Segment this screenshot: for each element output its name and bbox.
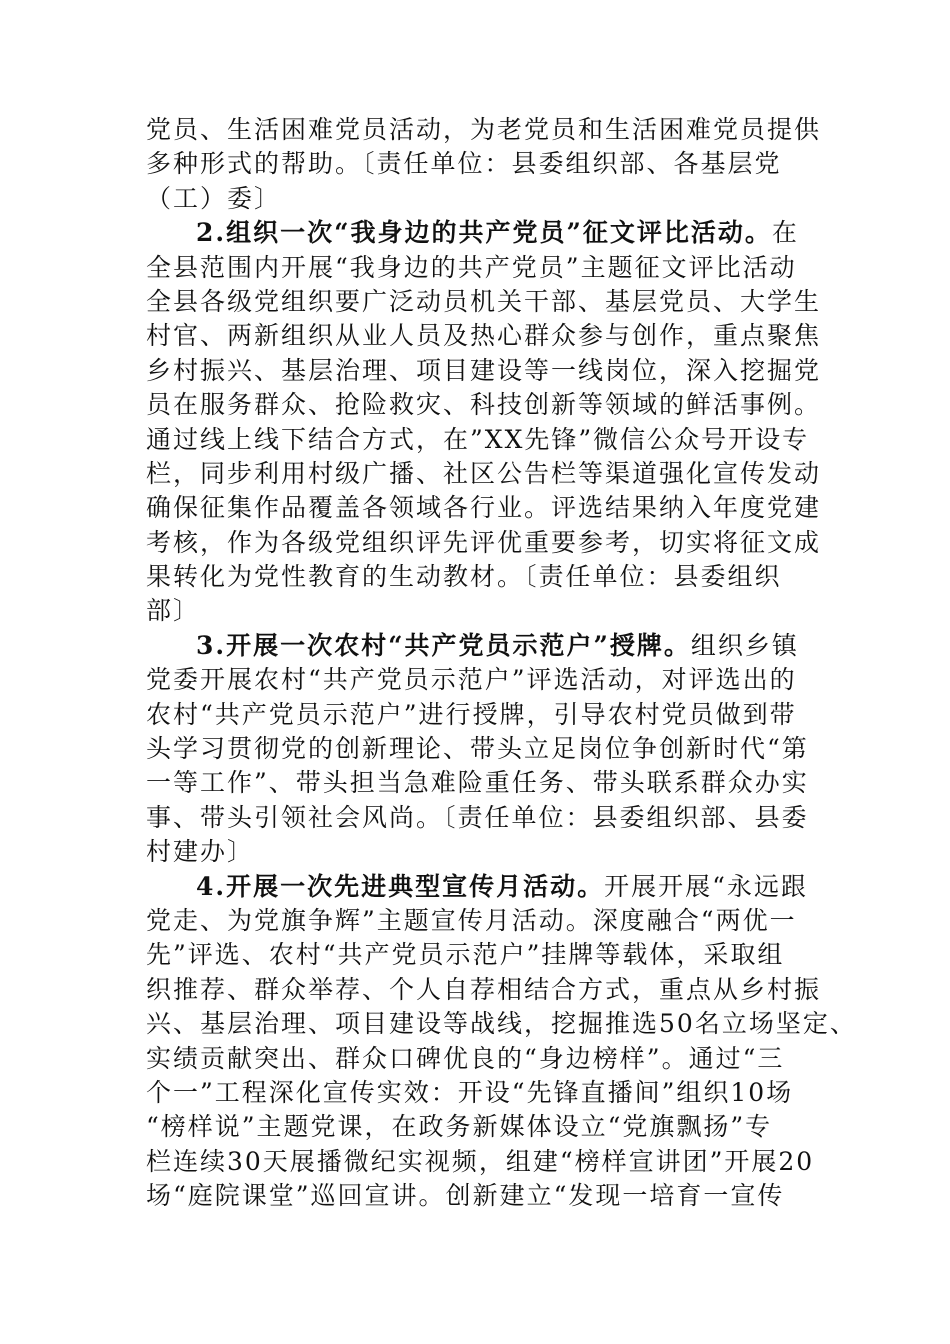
text-line: 村建办〕 [146,837,255,867]
paragraph-3 [146,629,836,870]
text-line: 农村“共产党员示范户”进行授牌，引导农村党员做到带 [146,699,797,729]
text-line: 栏，同步利用村级广播、社区公告栏等渠道强化宣传发动 [146,458,822,488]
paragraph-first-line [146,629,836,663]
text-line: 通过线上线下结合方式，在”XX先锋”微信公众号开设专 [146,424,810,454]
text-line: 部〕 [146,596,201,626]
text-line: 实绩贡献突出、群众口碑优良的“身边榜样”。通过“三 [146,1043,785,1073]
text-line: 党走、为党旗争辉”主题宣传月活动。深度融合“两优一 [146,905,797,935]
text-line: 确保征集作品覆盖各领域各行业。评选结果纳入年度党建 [146,493,822,523]
item-heading: 4.开展一次先进典型宣传月活动。 [196,871,605,901]
text-line: 多种形式的帮助。〔责任单位：县委组织部、各基层党 [146,149,782,179]
text-line: 个一”工程深化宣传实效：开设“先锋直播间”组织10场 [146,1077,794,1107]
text-line: 事、带头引领社会风尚。〔责任单位：县委组织部、县委 [146,802,809,832]
text-line: 员在服务群众、抢险救灾、科技创新等领域的鲜活事例。 [146,390,822,420]
text-line: 织推荐、群众举荐、个人自荐相结合方式，重点从乡村振 [146,974,822,1004]
text-line: 场“庭院课堂”巡回宣讲。创新建立“发现一培育一宣传 [146,1181,785,1211]
text-line: 全县各级党组织要广泛动员机关干部、基层党员、大学生 [146,286,822,316]
item-heading: 2.组织一次“我身边的共产党员”征文评比活动。 [196,218,772,248]
text-line: 栏连续30天展播微纪实视频，组建“榜样宣讲团”开展20 [146,1146,815,1176]
text-run: 在 [771,218,799,248]
document-body [146,113,857,1214]
text-line: 果转化为党性教育的生动教材。〔责任单位：县委组织 [146,562,782,592]
text-run: 组织乡镇 [690,630,799,660]
text-line: 村官、两新组织从业人员及热心群众参与创作，重点聚焦 [146,321,822,351]
text-line: 乡村振兴、基层治理、项目建设等一线岗位，深入挖掘党 [146,355,822,385]
text-line: 考核，作为各级党组织评先评优重要参考，切实将征文成 [146,527,822,557]
paragraph-first-line [146,870,836,904]
paragraph-2 [146,216,836,629]
paragraph-1 [146,113,836,216]
text-line: 兴、基层治理、项目建设等战线，挖掘推选50名立场坚定、 [146,1009,857,1039]
text-line: 党委开展农村“共产党员示范户”评选活动，对评选出的 [146,665,797,695]
text-line: 党员、生活困难党员活动，为老党员和生活困难党员提供 [146,115,822,144]
text-line: 头学习贯彻党的创新理论、带头立足岗位争创新时代“第 [146,734,809,764]
text-run: 开展开展“永远跟 [604,871,808,901]
text-line: （工）委〕 [146,183,282,213]
paragraph-first-line [146,216,836,250]
paragraph-4 [146,870,857,1214]
text-line: 一等工作”、带头担当急难险重任务、带头联系群众办实 [146,768,809,798]
text-line: 先”评选、农村“共产党员示范户”挂牌等载体，采取组 [146,940,785,970]
item-heading: 3.开展一次农村“共产党员示范户”授牌。 [196,630,691,660]
text-line: “榜样说”主题党课，在政务新媒体设立“党旗飘扬”专 [146,1112,773,1142]
text-line: 全县范围内开展“我身边的共产党员”主题征文评比活动 [146,252,797,282]
